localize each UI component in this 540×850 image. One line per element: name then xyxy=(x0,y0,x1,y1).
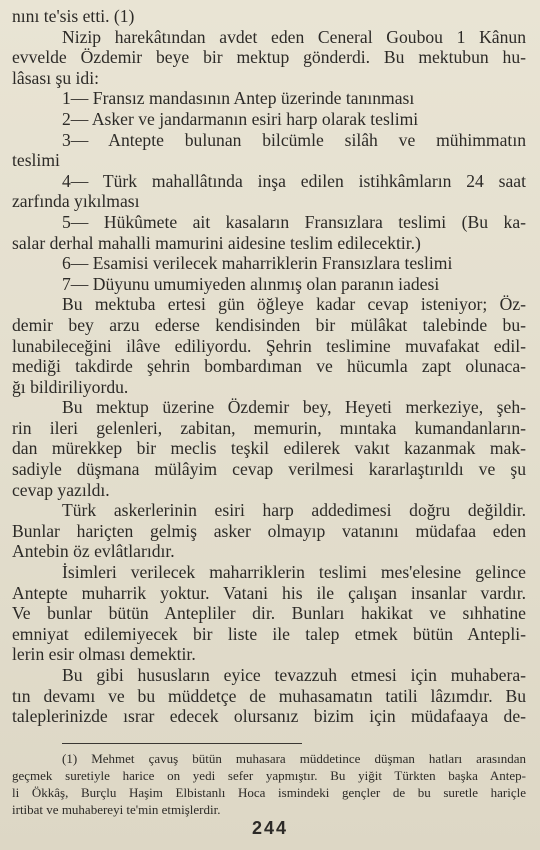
list-item-line: 7— Düyunu umumiyeden alınmış olan paranın iadesi xyxy=(62,273,440,294)
paragraph-line: demir bey arzu ederse kendisinden bir mülâkat talebinde bu- xyxy=(12,314,526,335)
page-number: 244 xyxy=(251,818,289,838)
paragraph-line: emniyat edilemiyecek bir liste ile talep etmek bütün Antepli- xyxy=(12,623,526,644)
paragraph-line: Antepte muharrik yoktur. Vatani his ile çalışan insanlar vardır. xyxy=(12,582,526,603)
footnote-divider xyxy=(62,743,302,744)
footnote-line: li Ökkâş, Burçlu Haşim Elbistanlı Hoca ismindeki gençler de bu suretle hariçle xyxy=(12,784,526,800)
list-item-line: zarfında yıkılması xyxy=(12,191,140,212)
paragraph-line: sadiyle düşmana mülâyim cevap verilmesi kararlaştırıldı ve şu xyxy=(12,459,526,480)
paragraph-line: Nizip harekâtından avdet eden Ceneral Goubou 1 Kânun xyxy=(62,26,526,47)
paragraph-line: İsimleri verilecek maharriklerin teslimi mes'elesine gelince xyxy=(62,562,526,583)
list-item-line: 4— Türk mahallâtında inşa edilen istihkâmların 24 saat xyxy=(62,170,526,191)
list-item-line: 6— Esamisi verilecek maharriklerin Fransızlara teslimi xyxy=(62,253,453,274)
footnote-line: (1) Mehmet çavuş bütün muhasara müddetince düşman hatları arasından xyxy=(62,750,526,766)
list-item-line: 2— Asker ve jandarmanın esiri harp olarak teslimi xyxy=(62,108,419,129)
paragraph-line: nını te'sis etti. (1) xyxy=(12,6,135,26)
paragraph-line: rin ileri gelenleri, zabitan, memurin, mıntaka kumandanların- xyxy=(12,417,526,438)
paragraph-line: Bu gibi hususların eyice tevazzuh etmesi için muhabera- xyxy=(62,665,526,685)
list-item-line: salar derhal mahalli mamurini aidesine teslim edilecektir.) xyxy=(12,232,421,253)
paragraph-line: Bunlar hariçten gelmiş asker olmayıp vatanını müdafaa eden xyxy=(12,520,526,541)
paragraph-line: evvelde Özdemir beye bir mektup gönderdi. Bu mektubun hu- xyxy=(12,47,526,68)
list-item-line: 3— Antepte bulunan bilcümle silâh ve mühimmatın xyxy=(62,129,526,150)
paragraph-line: Bu mektup üzerine Özdemir bey, Heyeti merkeziye, şeh- xyxy=(62,397,526,418)
footnote-line: irtibat ve muhabereyi te'min etmişlerdir. xyxy=(12,801,221,817)
list-item-line: teslimi xyxy=(12,150,60,171)
paragraph-line: Bu mektuba ertesi gün öğleye kadar cevap isteniyor; Öz- xyxy=(62,294,526,315)
paragraph-line: taleplerinizde ısrar edecek olursanız bizim için müdafaaya de- xyxy=(12,706,526,727)
paragraph-line: cevap yazıldı. xyxy=(12,479,110,500)
paragraph-line: Ve bunlar bütün Antepliler dir. Bunları hakikat ve sıhhatine xyxy=(12,603,526,624)
page-body xyxy=(12,6,526,727)
paragraph-line: tın devamı ve bu müddetçe de muhasamatın tatili lâzımdır. Bu xyxy=(12,685,526,706)
paragraph-line: Türk askerlerinin esiri harp addedimesi doğru değildir. xyxy=(62,500,526,521)
paragraph-line: mediği takdirde şehrin bombardıman ve hücumla zapt olunaca- xyxy=(12,356,526,377)
footnote-line: geçmek suretiyle harice on yedi sefer yapmıştır. Bu yiğit Türkten başka Antep- xyxy=(12,767,526,783)
paragraph-line: Antebin öz evlâtlarıdır. xyxy=(12,541,175,562)
paragraph-line: lerin esir olması demektir. xyxy=(12,644,196,665)
paragraph-line: dan mürekkep bir meclis teşkil edilerek vakıt kazanmak mak- xyxy=(12,438,526,459)
list-item-line: 1— Fransız mandasının Antep üzerinde tanınması xyxy=(62,88,415,109)
paragraph-line: ğı bildiriliyordu. xyxy=(12,376,129,397)
footnote xyxy=(12,750,526,818)
paragraph-line: lâsası şu idi: xyxy=(12,67,99,88)
list-item-line: 5— Hükûmete ait kasaların Fransızlara teslimi (Bu ka- xyxy=(62,211,526,232)
paragraph-line: lunabileceğini ilâve ediliyordu. Şehrin teslimine muvafakat edil- xyxy=(12,335,526,356)
